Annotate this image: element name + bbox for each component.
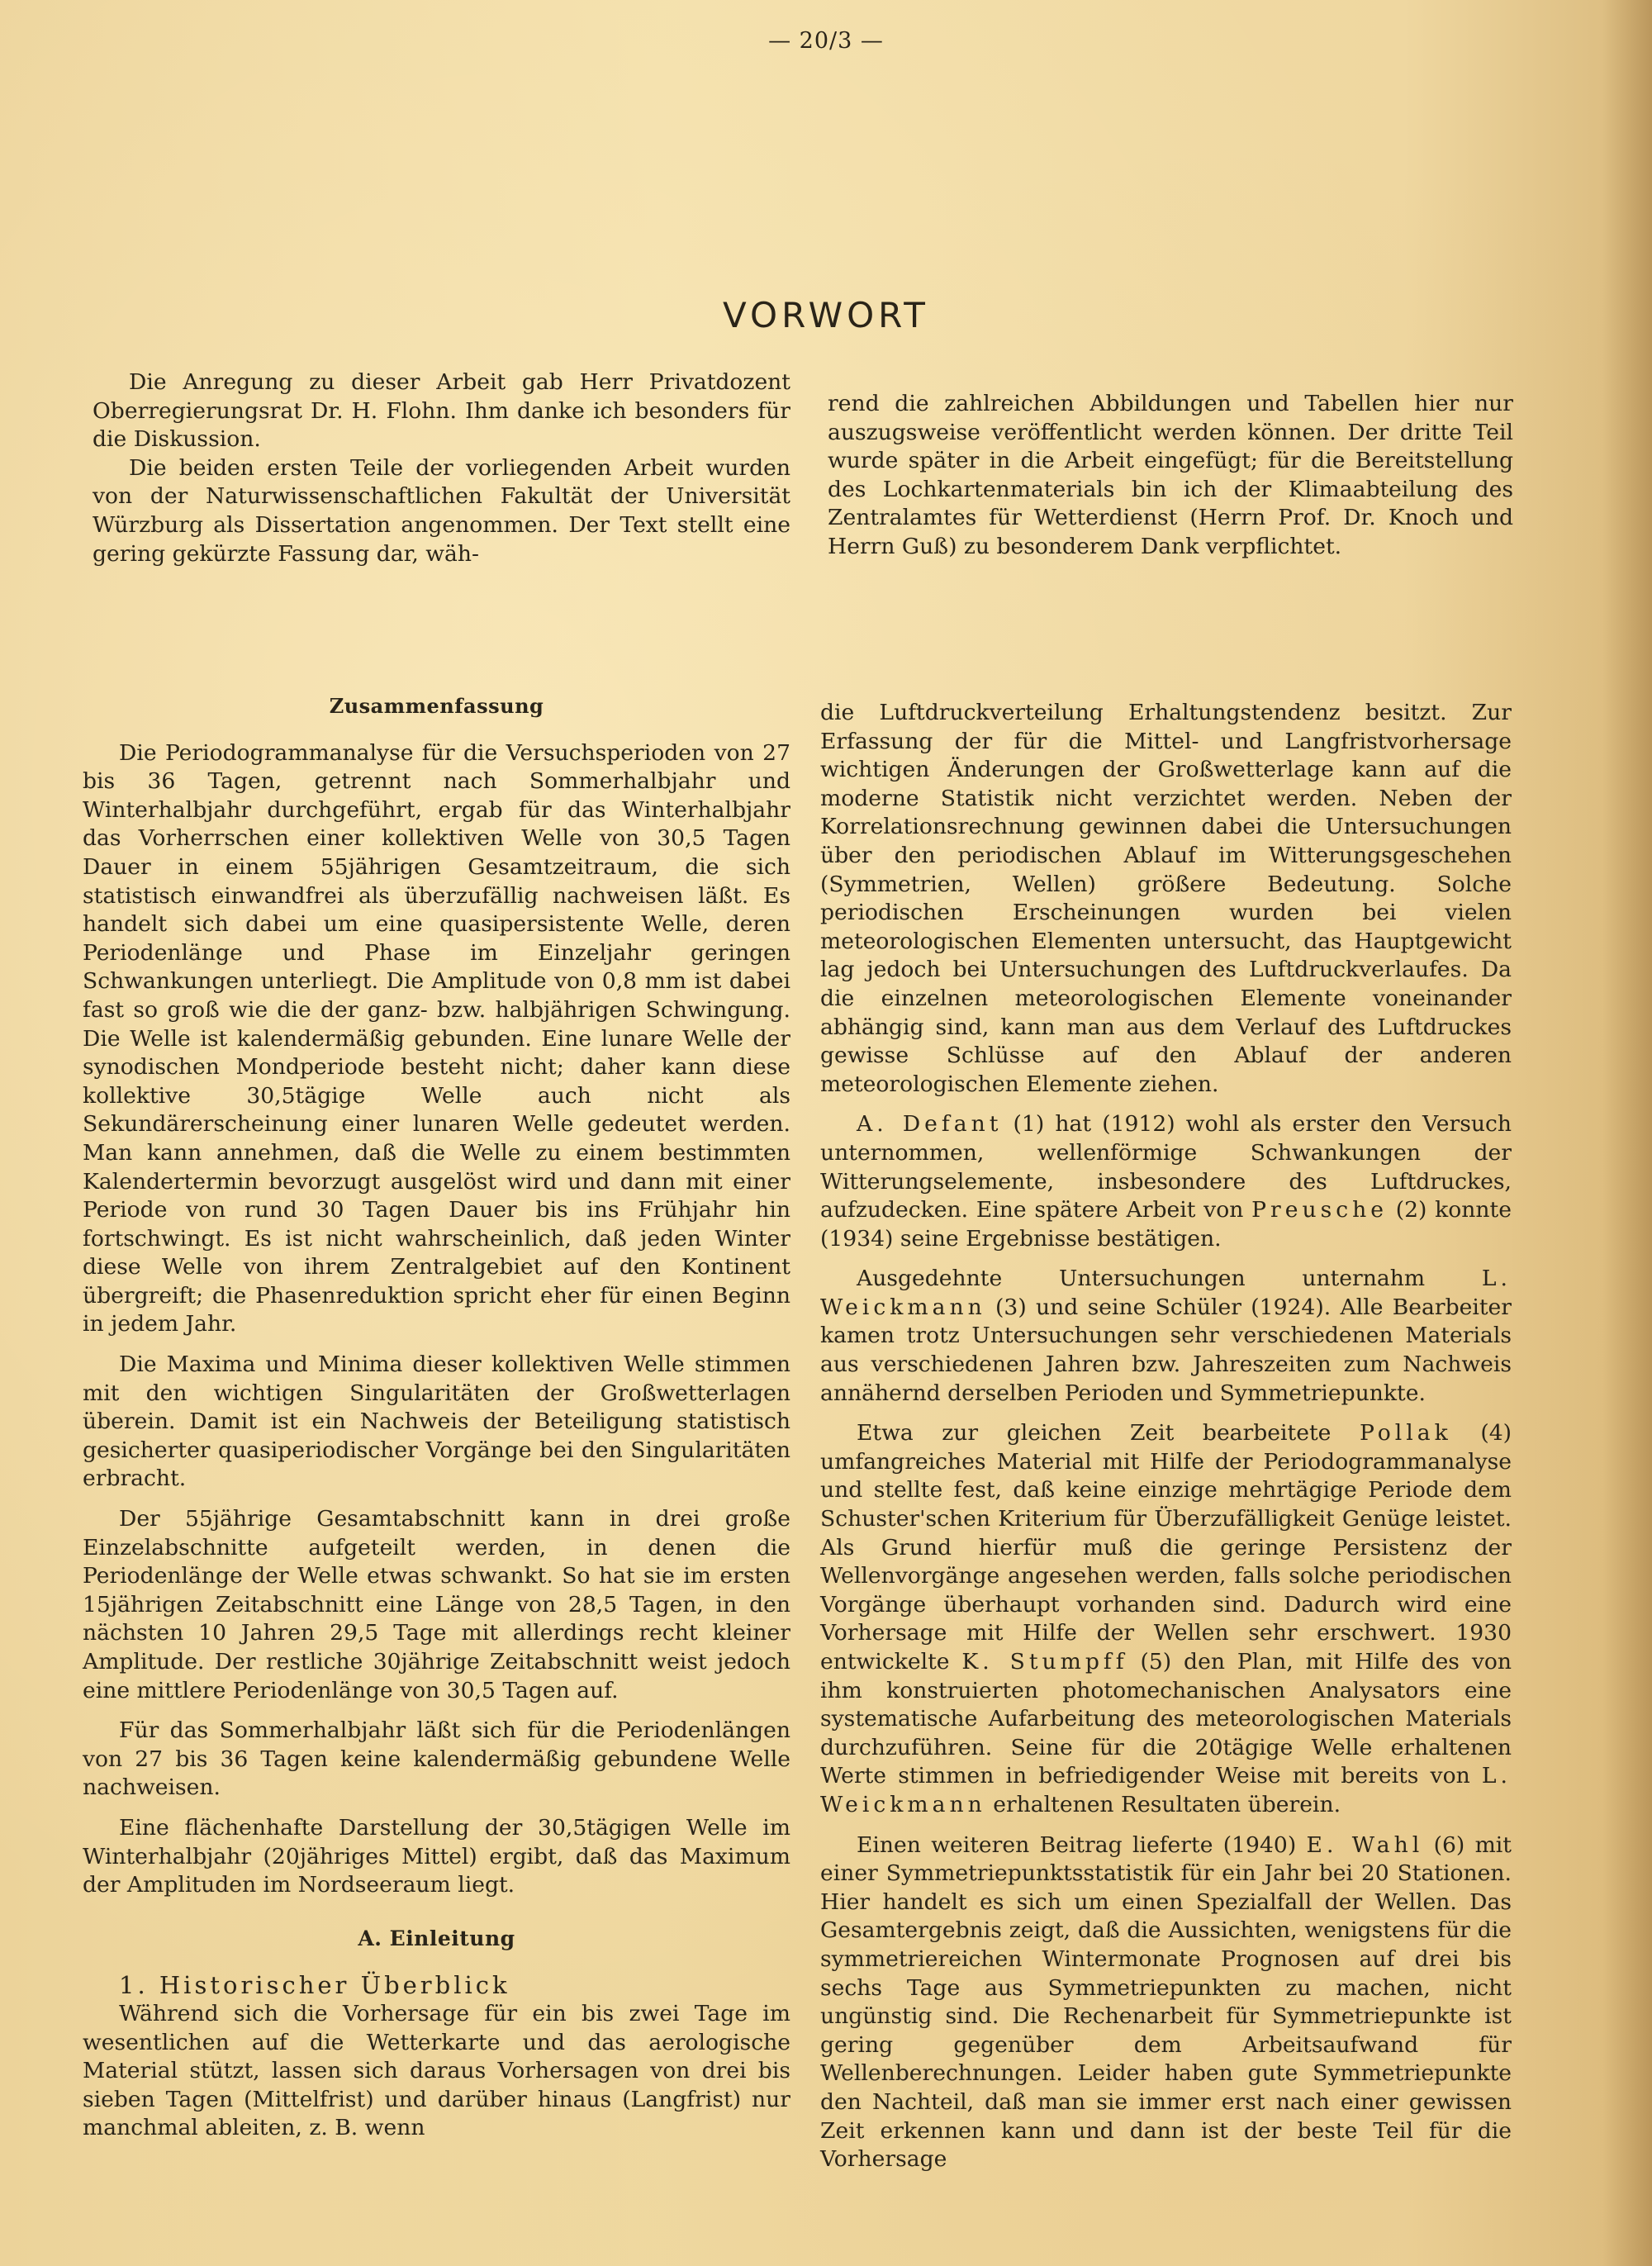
subsection-heading: 1. Historischer Überblick xyxy=(119,1971,510,2000)
summary-paragraph: Die Periodogrammanalyse für die Versuchsperioden von 27 bis 36 Tagen, getrennt nach Sommerhalbjahr und Winterhalbjahr durchgeführt, ergab für das Winterhalbjahr das Vorherrschen einer kollektiven Welle von 30,5 Tagen Dauer in einem 55jährigen Gesamtzeitraum, die sich statistisch einwandfrei als überzufällig nachweisen läßt. Es handelt sich dabei um eine quasipersistente Welle, deren Periodenlänge und Phase im Einzeljahr geringen Schwankungen unterliegt. Die Amplitude von 0,8 mm ist dabei fast so groß wie die der ganz- bzw. halbjährigen Schwingung. Die Welle ist kalendermäßig gebunden. Eine lunare Welle der synodischen Mondperiode besteht nicht; daher kann diese kollektive 30,5tägige Welle auch nicht als Sekundärerscheinung einer lunaren Welle gedeutet werden. Man kann annehmen, daß die Welle zu einem bestimmten Kalendertermin bevorzugt ausgelöst wird und dann mit einer Periode von rund 30 Tagen Dauer bis ins Frühjahr hin fortschwingt. Es ist nicht wahrscheinlich, daß jeden Winter diese Welle von ihrem Zentralgebiet auf den Kontinent übergreift; die Phasenreduktion spricht eher für einen Beginn in jedem Jahr. xyxy=(83,739,790,1337)
body-paragraph: Während sich die Vorhersage für ein bis zwei Tage im wesentlichen auf die Wetterkarte und das aerologische Material stützt, lassen sich daraus Vorhersagen von drei bis sieben Tagen (Mittelfrist) und darüber hinaus (Langfrist) nur manchmal ableiten, z. B. wenn xyxy=(83,2000,790,2141)
section-heading-einleitung: A. Einleitung xyxy=(358,1926,515,1950)
text-run: (6) mit einer Symmetriepunktsstatistik für ein Jahr bei 20 Stationen. Hier handelt es sich um einen Spezialfall der Wellen. Das Gesamtergebnis zeigt, daß die Aussichten, wenigstens für die symmetriereichen Wintermonate Prognosen auf drei bis sechs Tage aus Symmetriepunkten zu machen, nicht ungünstig sind. Die Rechenarbeit für Symmetriepunkte ist gering gegenüber dem Arbeitsaufwand für Wellenberechnungen. Leider haben gute Symmetriepunkte den Nachteil, daß man sie immer erst nach einer gewissen Zeit erkennen kann und dann ist der beste Teil für die Vorhersage xyxy=(820,1831,1512,2173)
text-run: (4) umfangreiches Material mit Hilfe der Periodogrammanalyse und stellte fest, daß keine einzige mehrtägige Periode dem Schuster'schen Kriterium für Überzufälligkeit Genüge leistet. Als Grund hierfür muß die geringe Persistenz der Wellenvorgänge angesehen werden, falls solche periodischen Vorgänge überhaupt vorhanden sind. Dadurch wird eine Vorhersage mit Hilfe der Wellen sehr erschwert. 1930 entwickelte xyxy=(820,1420,1512,1675)
section-heading-zusammenfassung: Zusammenfassung xyxy=(329,694,544,718)
text-run: Ausgedehnte Untersuchungen unternahm xyxy=(857,1266,1482,1292)
author-name: E. Wahl xyxy=(1306,1831,1424,1858)
vorwort-paragraph: Die Anregung zu dieser Arbeit gab Herr Privatdozent Oberregierungsrat Dr. H. Flohn. Ihm danke ich besonders für die Diskussion. xyxy=(93,369,790,453)
author-name: Preusche xyxy=(1251,1197,1388,1223)
text-run: Einen weiteren Beitrag lieferte (1940) xyxy=(857,1831,1307,1858)
text-run: erhaltenen Resultaten überein. xyxy=(985,1791,1341,1817)
text-run: (2) konnte (1934) seine Ergebnisse bestätigen. xyxy=(820,1197,1512,1252)
body-paragraph xyxy=(820,1110,1512,1253)
author-name: L. Weickmann xyxy=(820,1763,1512,1817)
vorwort-paragraph: rend die zahlreichen Abbildungen und Tabellen hier nur auszugsweise veröffentlicht werden können. Der dritte Teil wurde später in die Arbeit eingefügt; für die Bereitstellung des Lochkartenmaterials bin ich der Klimaabteilung des Zentralamtes für Wetterdienst (Herrn Prof. Dr. Knoch und Herrn Guß) zu besonderem Dank verpflichtet. xyxy=(828,391,1513,559)
author-name: K. Stumpff xyxy=(961,1649,1128,1675)
body-paragraph xyxy=(820,1831,1512,2174)
summary-paragraph: Der 55jährige Gesamtabschnitt kann in drei große Einzelabschnitte aufgeteilt werden, in denen die Periodenlänge der Welle etwas schwankt. So hat sie im ersten 15jährigen Zeitabschnitt eine Länge von 28,5 Tagen, in den nächsten 10 Jahren 29,5 Tage mit allerdings recht kleiner Amplitude. Der restliche 30jährige Zeitabschnitt weist jedoch eine mittlere Periodenlänge von 30,5 Tagen auf. xyxy=(83,1506,790,1703)
vorwort-right-column xyxy=(828,390,1513,562)
text-run: (3) und seine Schüler (1924). Alle Bearbeiter kamen trotz Untersuchungen sehr verschiedenen Materials aus verschiedenen Jahren bzw. Jahreszeiten zum Nachweis annähernd derselben Perioden und Symmetriepunkte. xyxy=(820,1294,1512,1406)
body-paragraph: die Luftdruckverteilung Erhaltungstendenz besitzt. Zur Erfassung der für die Mittel- und Langfristvorhersage wichtigen Änderungen der Großwetterlage kann auf die moderne Statistik nicht verzichtet werden. Neben der Korrelationsrechnung gewinnen dabei die Untersuchungen über den periodischen Ablauf im Witterungsgeschehen (Symmetrien, Wellen) größere Bedeutung. Solche periodischen Erscheinungen wurden bei vielen meteorologischen Elementen untersucht, das Hauptgewicht lag jedoch bei Untersuchungen des Luftdruckverlaufes. Da die einzelnen meteorologischen Elemente voneinander abhängig sind, kann man aus dem Verlauf des Luftdruckes gewisse Schlüsse auf den Ablauf der anderen meteorologischen Elemente ziehen. xyxy=(820,700,1512,1097)
summary-paragraph: Eine flächenhafte Darstellung der 30,5tägigen Welle im Winterhalbjahr (20jähriges Mittel) ergibt, daß das Maximum der Amplituden im Nordseeraum liegt. xyxy=(83,1814,790,1898)
author-name: Pollak xyxy=(1359,1420,1452,1447)
text-run: (5) den Plan, mit Hilfe des von ihm konstruierten photomechanischen Analysators eine systematische Aufarbeitung des meteorologischen Materials durchzuführen. Seine für die 20tägige Welle erhaltenen Werte stimmen in befriedigender Weise mit bereits von xyxy=(820,1649,1512,1789)
summary-paragraph: Für das Sommerhalbjahr läßt sich für die Periodenlängen von 27 bis 36 Tagen keine kalendermäßig gebundene Welle nachweisen. xyxy=(83,1717,790,1801)
author-name: A. Defant xyxy=(857,1111,1003,1138)
page-title: VORWORT xyxy=(723,295,929,335)
text-run: (1) hat (1912) wohl als erster den Versuch unternommen, wellenförmige Schwankungen der Witterungselemente, insbesondere des Luftdruckes, aufzudecken. Eine spätere Arbeit von xyxy=(820,1111,1512,1223)
summary-paragraph: Die Maxima und Minima dieser kollektiven Welle stimmen mit den wichtigen Singularitäten der Großwetterlagen überein. Damit ist ein Nachweis der Beteiligung statistisch gesicherter quasiperiodischer Vorgänge bei den Singularitäten erbracht. xyxy=(83,1352,790,1492)
body-paragraph xyxy=(820,1419,1512,1819)
author-name: L. Weickmann xyxy=(820,1266,1512,1320)
text-run: Etwa zur gleichen Zeit bearbeitete xyxy=(857,1420,1360,1447)
right-column xyxy=(820,699,1512,2174)
body-paragraph xyxy=(820,1265,1512,1408)
left-column xyxy=(83,692,790,2143)
vorwort-left-column xyxy=(93,368,790,568)
vorwort-paragraph: Die beiden ersten Teile der vorliegenden Arbeit wurden von der Naturwissenschaftlichen Fakultät der Universität Würzburg als Dissertation angenommen. Der Text stellt eine gering gekürzte Fassung dar, wäh- xyxy=(93,454,790,567)
page-number: — 20/3 — xyxy=(768,28,884,54)
